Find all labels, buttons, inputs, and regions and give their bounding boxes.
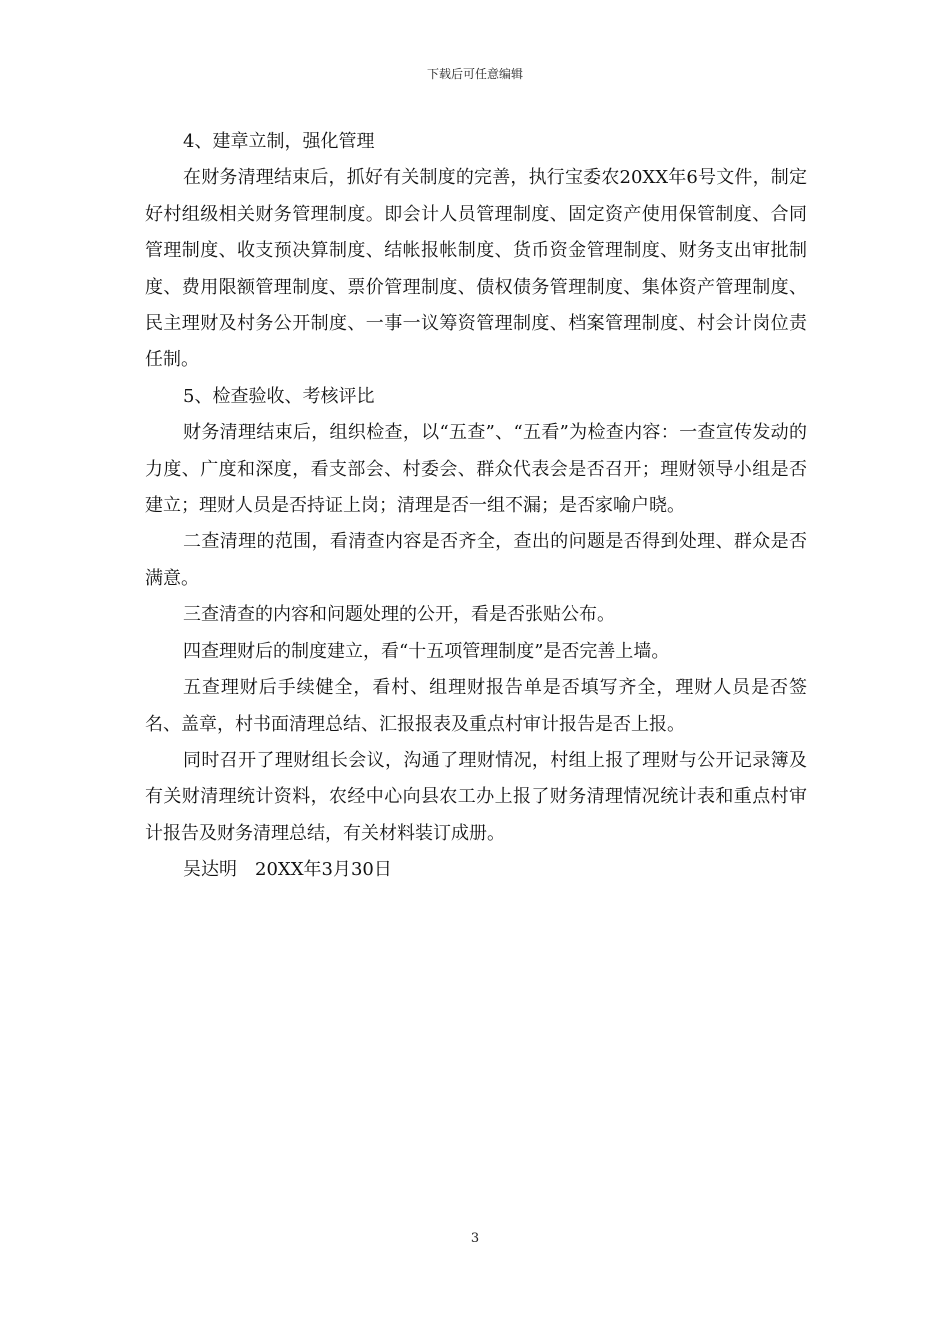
- page-header: 下载后可任意编辑: [426, 67, 523, 81]
- paragraph-fourth-check: 四查理财后的制度建立，看“十五项管理制度”是否完善上墙。: [183, 640, 670, 662]
- paragraph-second-check: 二查清理的范围，看清查内容是否齐全，查出的问题是否得到处理、群众是否满意。: [145, 531, 807, 589]
- section-heading-5: 5、检查验收、考核评比: [183, 385, 375, 407]
- document-body: [145, 124, 807, 889]
- page-number: 3: [470, 1231, 480, 1246]
- section-heading-4: 4、建章立制，强化管理: [183, 131, 375, 152]
- paragraph-fifth-check: 五查理财后手续健全，看村、组理财报告单是否填写齐全，理财人员是否签名、盖章，村书面清理总结、汇报报表及重点村审计报告是否上报。: [145, 677, 807, 735]
- signature-date: 吴达明 20XX年3月30日: [183, 859, 392, 881]
- paragraph-first-check: 财务清理结束后，组织检查，以“五查”、“五看”为检查内容：一查宣传发动的力度、广度和深度，看支部会、村委会、群众代表会是否召开；理财领导小组是否建立；理财人员是否持证上岗；清理是否一组不漏；是否家喻户晓。: [145, 422, 807, 517]
- paragraph-meeting-summary: 同时召开了理财组长会议，沟通了理财情况，村组上报了理财与公开记录簿及有关财清理统计资料，农经中心向县农工办上报了财务清理情况统计表和重点村审计报告及财务清理总结，有关材料装订成册。: [145, 749, 807, 844]
- paragraph-regulations: 在财务清理结束后，抓好有关制度的完善，执行宝委农20XX年6号文件，制定好村组级相关财务管理制度。即会计人员管理制度、固定资产使用保管制度、合同管理制度、收支预决算制度、结帐报帐制度、货币资金管理制度、财务支出审批制度、费用限额管理制度、票价管理制度、债权债务管理制度、集体资产管理制度、民主理财及村务公开制度、一事一议筹资管理制度、档案管理制度、村会计岗位责任制。: [145, 167, 807, 371]
- paragraph-third-check: 三查清查的内容和问题处理的公开，看是否张贴公布。: [183, 604, 615, 626]
